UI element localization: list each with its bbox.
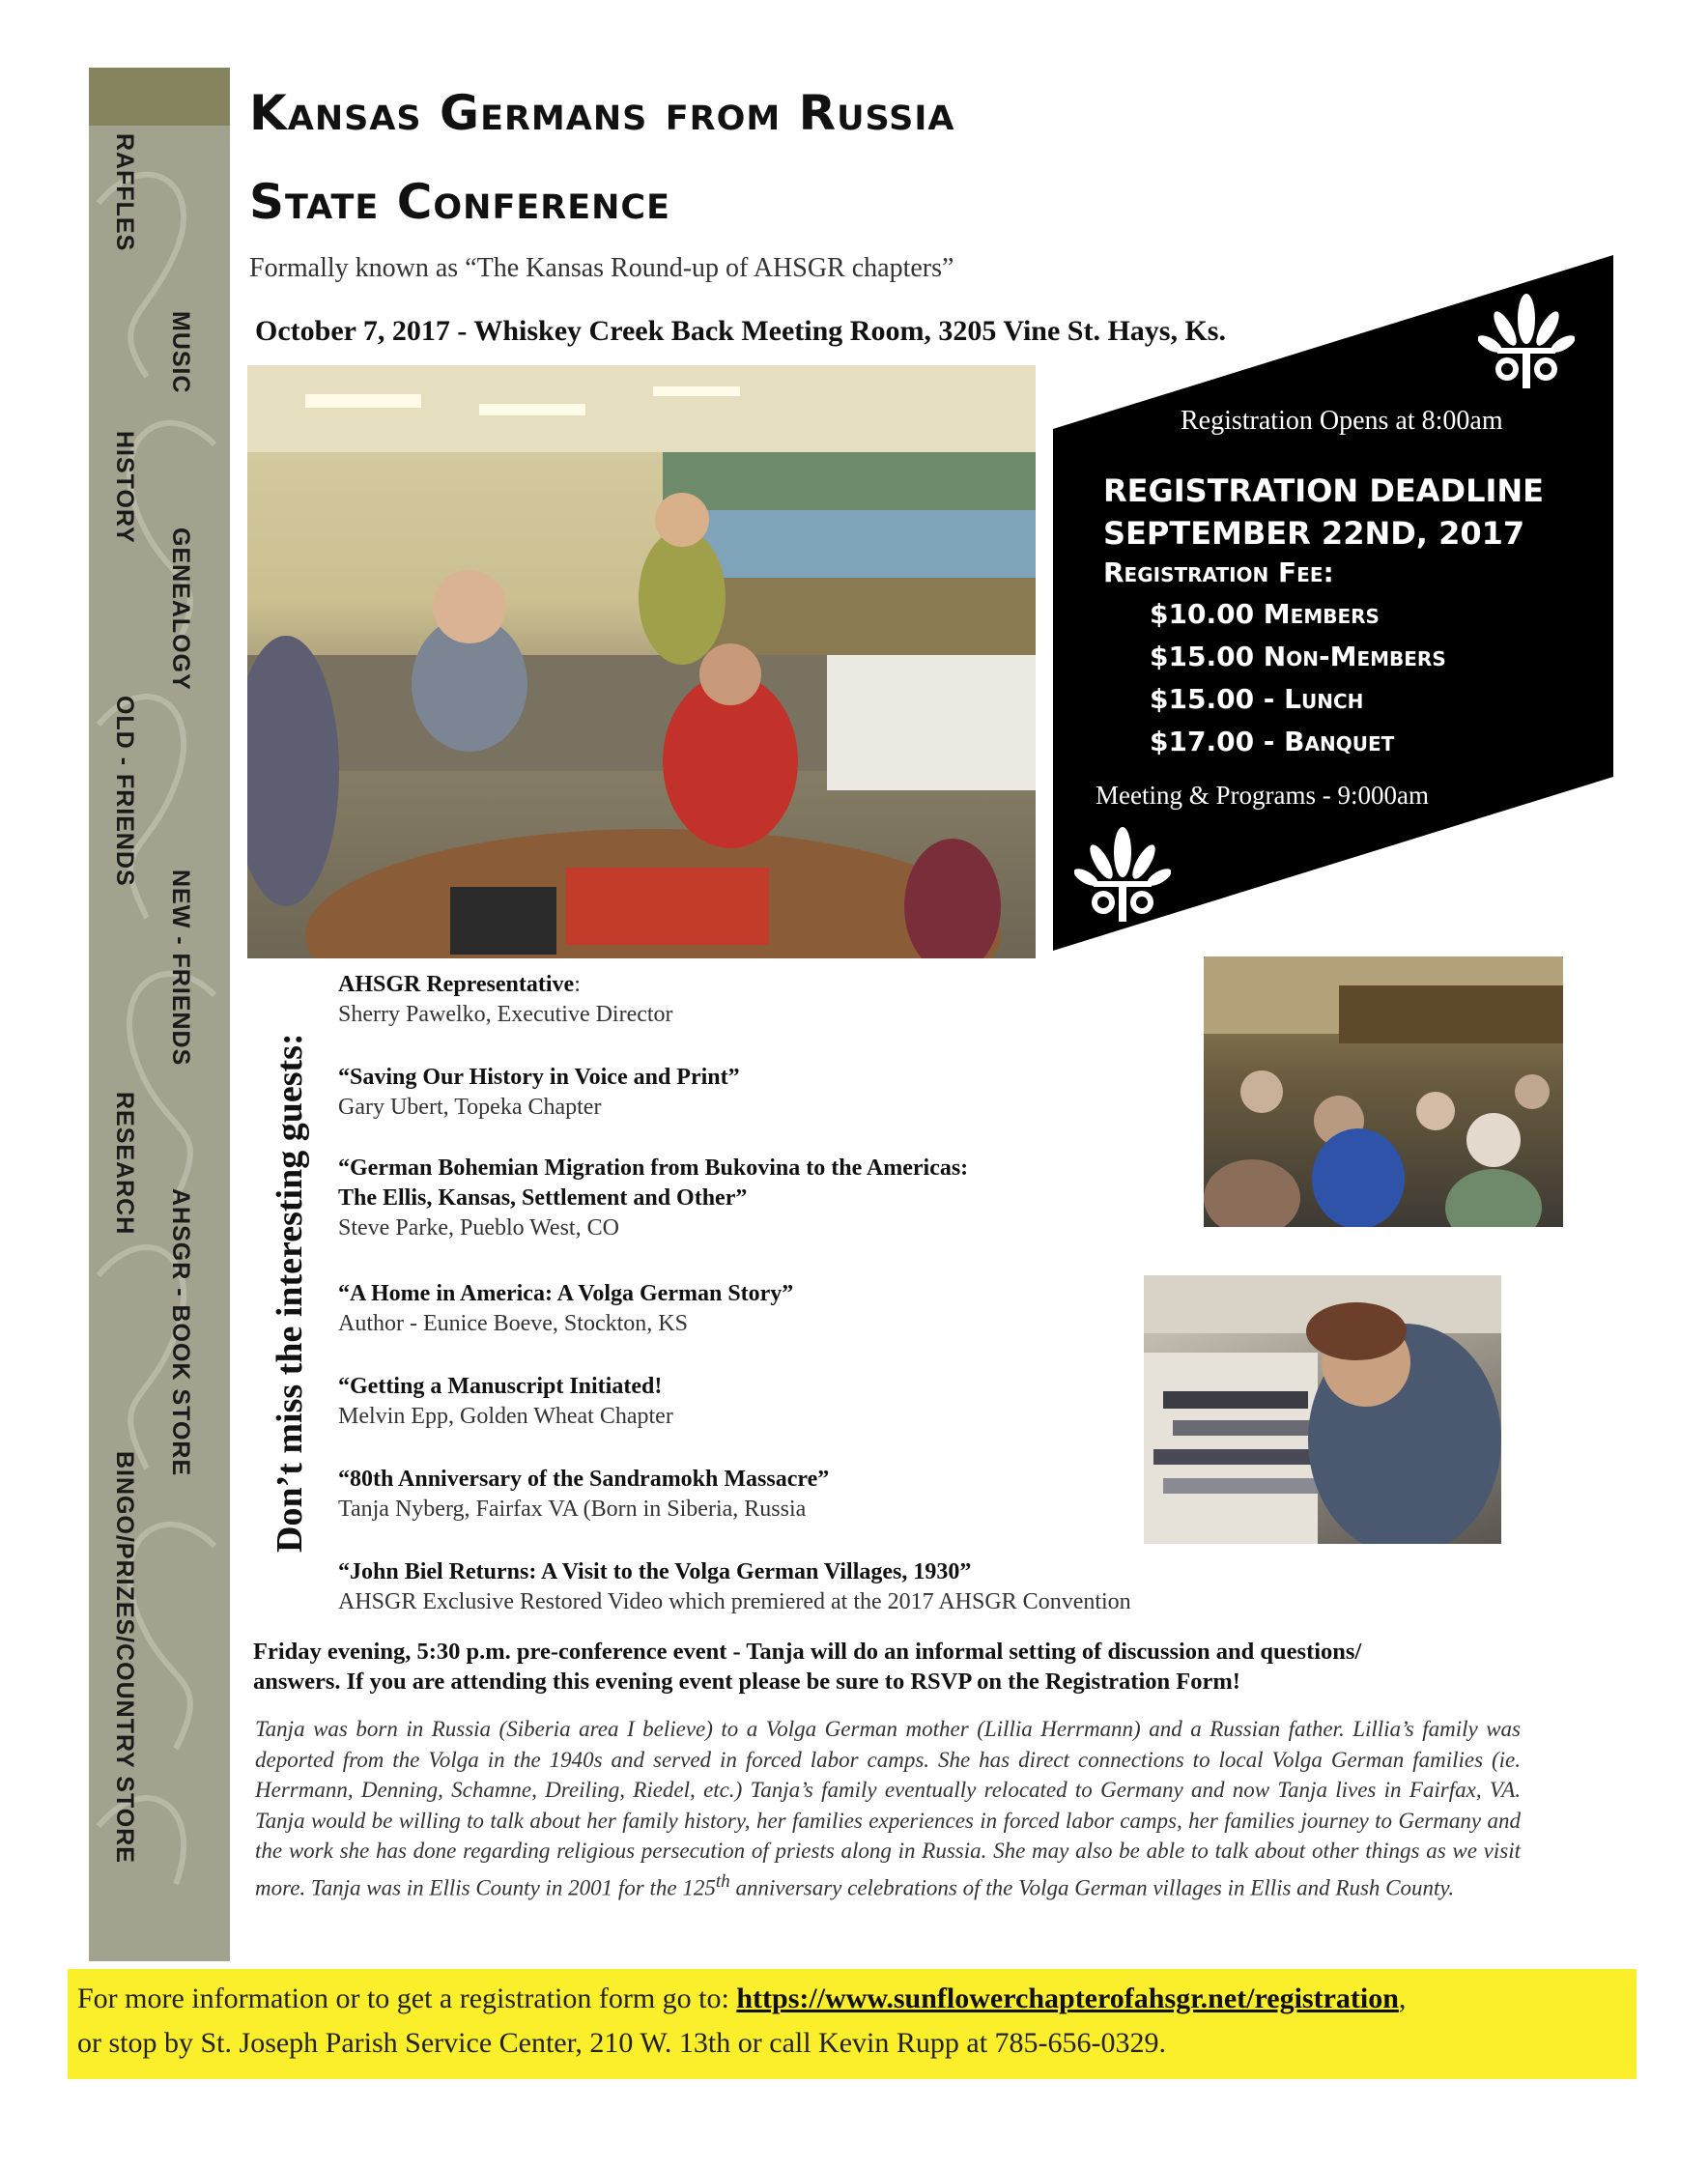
sidebar-word-new-friends: NEW - FRIENDS <box>167 870 194 1067</box>
guest-item <box>338 1279 793 1339</box>
sidebar-word-history: HISTORY <box>111 431 138 544</box>
guest-title: “A Home in America: A Volga German Story” <box>338 1281 794 1306</box>
guest-speaker: AHSGR Exclusive Restored Video which premiered at the 2017 AHSGR Convention <box>338 1589 1131 1614</box>
info-footer <box>68 1969 1637 2079</box>
guest-item <box>338 970 673 1030</box>
tanja-bio <box>255 1714 1521 1903</box>
side-banner-cap <box>89 68 230 126</box>
friday-event <box>253 1637 1702 1697</box>
book-table-photo <box>1144 1275 1501 1544</box>
fee-banquet: $17.00 - Banquet <box>1150 726 1395 757</box>
event-date-location: October 7, 2017 - Whiskey Creek Back Meeting Room, 3205 Vine St. Hays, Ks. <box>255 315 1226 347</box>
guest-title: “Saving Our History in Voice and Print” <box>338 1065 740 1090</box>
deadline-line-2: SEPTEMBER 22ND, 2017 <box>1103 515 1525 552</box>
registration-fee-label: Registration Fee: <box>1103 556 1334 588</box>
title-line-2: State Conference <box>249 174 671 230</box>
fee-non-members: $15.00 Non-Members <box>1150 641 1446 672</box>
guest-item <box>338 1154 968 1243</box>
fee-lunch: $15.00 - Lunch <box>1150 683 1364 715</box>
guest-speaker: Melvin Epp, Golden Wheat Chapter <box>338 1404 673 1429</box>
fleur-ornament-icon <box>1074 823 1171 927</box>
guest-speaker: Gary Ubert, Topeka Chapter <box>338 1095 602 1120</box>
deadline-line-1: REGISTRATION DEADLINE <box>1103 472 1545 509</box>
registration-link[interactable]: https://www.sunflowerchapterofahsgr.net/registration <box>736 1983 1399 2014</box>
registration-panel <box>1053 255 1613 951</box>
swirl-pattern-icon <box>89 126 230 1961</box>
side-banner <box>89 68 230 1961</box>
guest-speaker: Sherry Pawelko, Executive Director <box>338 1002 673 1027</box>
guest-item <box>338 1557 1131 1617</box>
guest-item <box>338 1465 829 1525</box>
fee-list <box>1150 593 1446 763</box>
sidebar-word-book-store: AHSGR - BOOK STORE <box>167 1188 194 1477</box>
footer-text <box>77 1977 1406 2066</box>
sidebar-word-research: RESEARCH <box>111 1092 138 1236</box>
bio-text: Tanja was born in Russia (Siberia area I believe) to a Volga German mother (Lillia Herrmann) and a Russian father. Lillia’s family was deported from the Volga in the 1940s and served in forced labor camps. She has direct connections to local Volga German families (ie. Herrmann, Denning, Schamne, Dreiling, Riedel, etc.) Tanja’s family eventually relocated to Germany and now Tanja lives in Fairfax, VA. Tanja would be willing to talk about her family history, her families experiences in forced labor camps, her families journey to Germany and the work she has done regarding religious persecution of priests along in Russia. She may also be able to talk about other things as we visit more. Tanja was in Ellis County in 2001 for the 125 <box>255 1717 1521 1900</box>
banquet-crowd-photo <box>1204 956 1563 1227</box>
guest-title: AHSGR Representative <box>338 972 575 997</box>
photo-scene <box>1144 1275 1501 1544</box>
title-line-1: Kansas Germans from Russia <box>249 85 955 141</box>
fee-members: $10.00 Members <box>1150 598 1380 630</box>
guest-item <box>338 1372 673 1432</box>
guest-title: “80th Anniversary of the Sandramokh Massacre” <box>338 1467 830 1492</box>
registration-opens: Registration Opens at 8:00am <box>1181 406 1503 436</box>
footer-line-2: or stop by St. Joseph Parish Service Center, 210 W. 13th or call Kevin Rupp at 785-656-0329. <box>77 2027 1167 2059</box>
subtitle: Formally known as “The Kansas Round-up of AHSGR chapters” <box>249 253 954 283</box>
bio-superscript: th <box>715 1870 730 1892</box>
sidebar-word-genealogy: GENEALOGY <box>167 528 194 691</box>
guest-title: “Getting a Manuscript Initiated! <box>338 1374 663 1399</box>
guest-title-suffix: : <box>574 972 581 997</box>
sidebar-word-bingo: BINGO/PRIZES/COUNTRY STORE <box>111 1451 138 1864</box>
friday-line-1: Friday evening, 5:30 p.m. pre-conference event - Tanja will do an informal setting of discussion and questions/ <box>253 1639 1362 1665</box>
meeting-programs-time: Meeting & Programs - 9:000am <box>1096 781 1429 810</box>
conference-room-photo <box>247 365 1036 958</box>
friday-line-2: answers. If you are attending this evening event please be sure to RSVP on the Registration Form! <box>253 1669 1240 1695</box>
photo-scene <box>1204 956 1563 1227</box>
photo-scene <box>247 365 1036 958</box>
guest-speaker: Steve Parke, Pueblo West, CO <box>338 1215 619 1241</box>
guest-title: “John Biel Returns: A Visit to the Volga German Villages, 1930” <box>338 1559 972 1584</box>
bio-text-end: anniversary celebrations of the Volga German villages in Ellis and Rush County. <box>729 1875 1455 1900</box>
sidebar-word-music: MUSIC <box>167 311 194 394</box>
guest-speaker: Tanja Nyberg, Fairfax VA (Born in Siberia, Russia <box>338 1497 807 1522</box>
guest-title: “German Bohemian Migration from Bukovina to the Americas: <box>338 1155 969 1181</box>
guest-item <box>338 1063 740 1123</box>
guests-vertical-label <box>261 989 319 1596</box>
registration-deadline <box>1103 470 1544 555</box>
footer-suffix: , <box>1398 1983 1407 2014</box>
sidebar-word-raffles: RAFFLES <box>111 133 138 252</box>
guests-heading: Don’t miss the interesting guests: <box>270 1033 310 1553</box>
guest-title-line-2: The Ellis, Kansas, Settlement and Other” <box>338 1185 748 1211</box>
footer-prefix: For more information or to get a registration form go to: <box>77 1983 737 2014</box>
fleur-ornament-icon <box>1478 290 1575 394</box>
guest-speaker: Author - Eunice Boeve, Stockton, KS <box>338 1311 688 1336</box>
sidebar-word-old-friends: OLD - FRIENDS <box>111 696 138 887</box>
